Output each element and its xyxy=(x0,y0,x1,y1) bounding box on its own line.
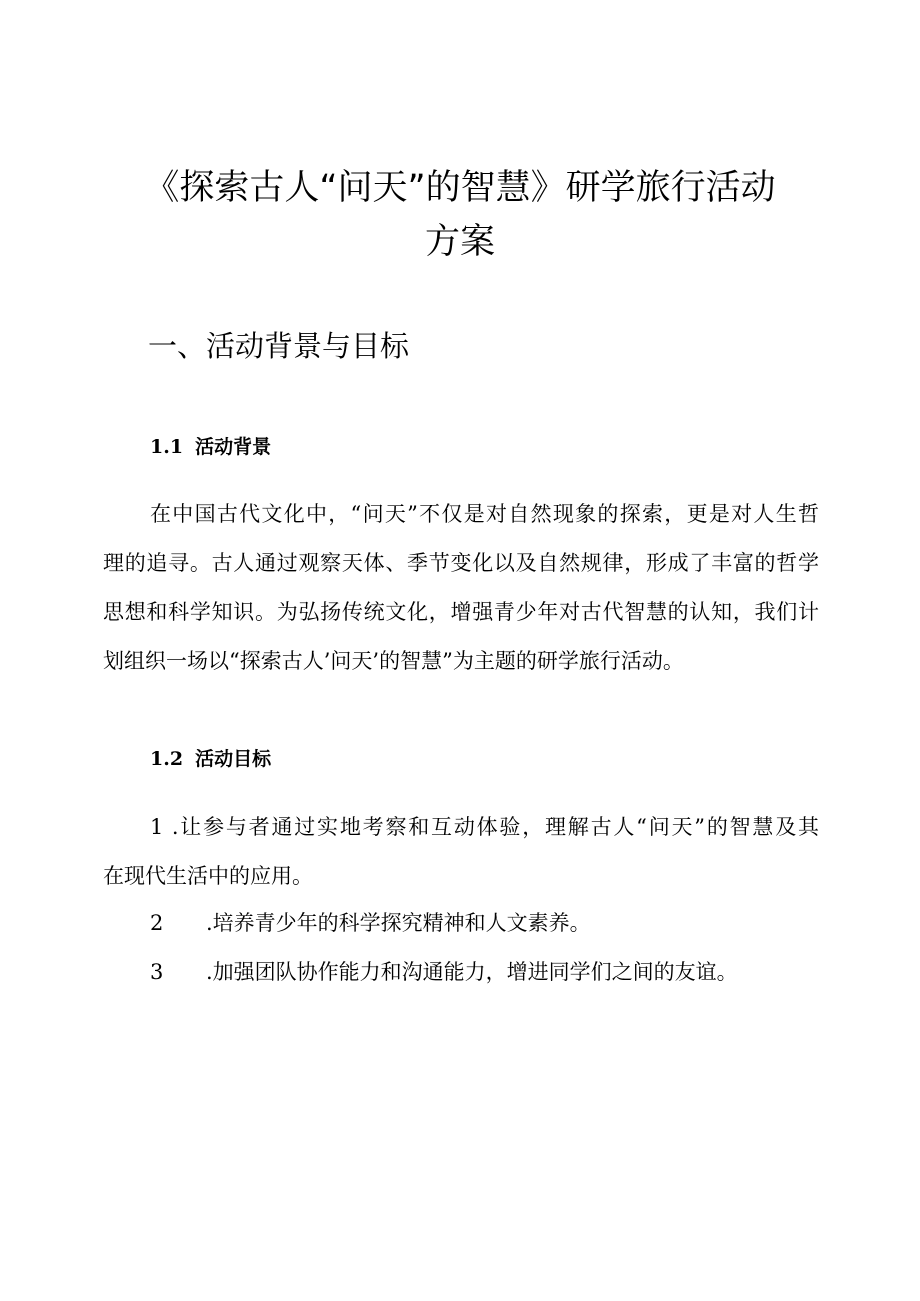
goal-item-line: 1 .让参与者通过实地考察和互动体验，理解古人“问天”的智慧及其 xyxy=(150,815,819,839)
subsection-heading-background xyxy=(150,434,271,460)
subsection-number: 1.1 xyxy=(150,436,184,458)
document-title-line-2: 方案 xyxy=(424,222,495,262)
goal-item-number: 2 xyxy=(150,911,164,935)
goal-item-line: 在现代生活中的应用。 xyxy=(103,864,313,888)
goal-item-text: .培养青少年的科学探究精神和人文素养。 xyxy=(206,911,591,935)
paragraph-line: 理的追寻。古人通过观察天体、季节变化以及自然规律，形成了丰富的哲学 xyxy=(103,551,819,575)
goal-item-text: .加强团队协作能力和沟通能力，增进同学们之间的友谊。 xyxy=(206,960,738,984)
background-paragraph xyxy=(103,490,819,686)
paragraph-line: 思想和科学知识。为弘扬传统文化，增强青少年对古代智慧的认知，我们计 xyxy=(103,600,819,624)
subsection-heading-goals xyxy=(150,746,271,772)
subsection-number: 1.2 xyxy=(150,748,184,770)
subsection-label: 活动目标 xyxy=(195,748,272,770)
subsection-label: 活动背景 xyxy=(195,436,272,458)
goal-item-3 xyxy=(150,948,820,997)
paragraph-line: 在中国古代文化中，“问天”不仅是对自然现象的探索，更是对人生哲 xyxy=(150,502,819,526)
goal-item-number: 3 xyxy=(150,960,164,984)
goal-item-2 xyxy=(150,899,820,948)
document-title-line-1: 《探索古人“问天”的智慧》研学旅行活动 xyxy=(144,168,776,208)
section-heading: 一、活动背景与目标 xyxy=(148,329,410,363)
goal-item-1 xyxy=(103,803,819,901)
paragraph-line: 划组织一场以“探索古人’问天’的智慧”为主题的研学旅行活动。 xyxy=(103,649,684,673)
